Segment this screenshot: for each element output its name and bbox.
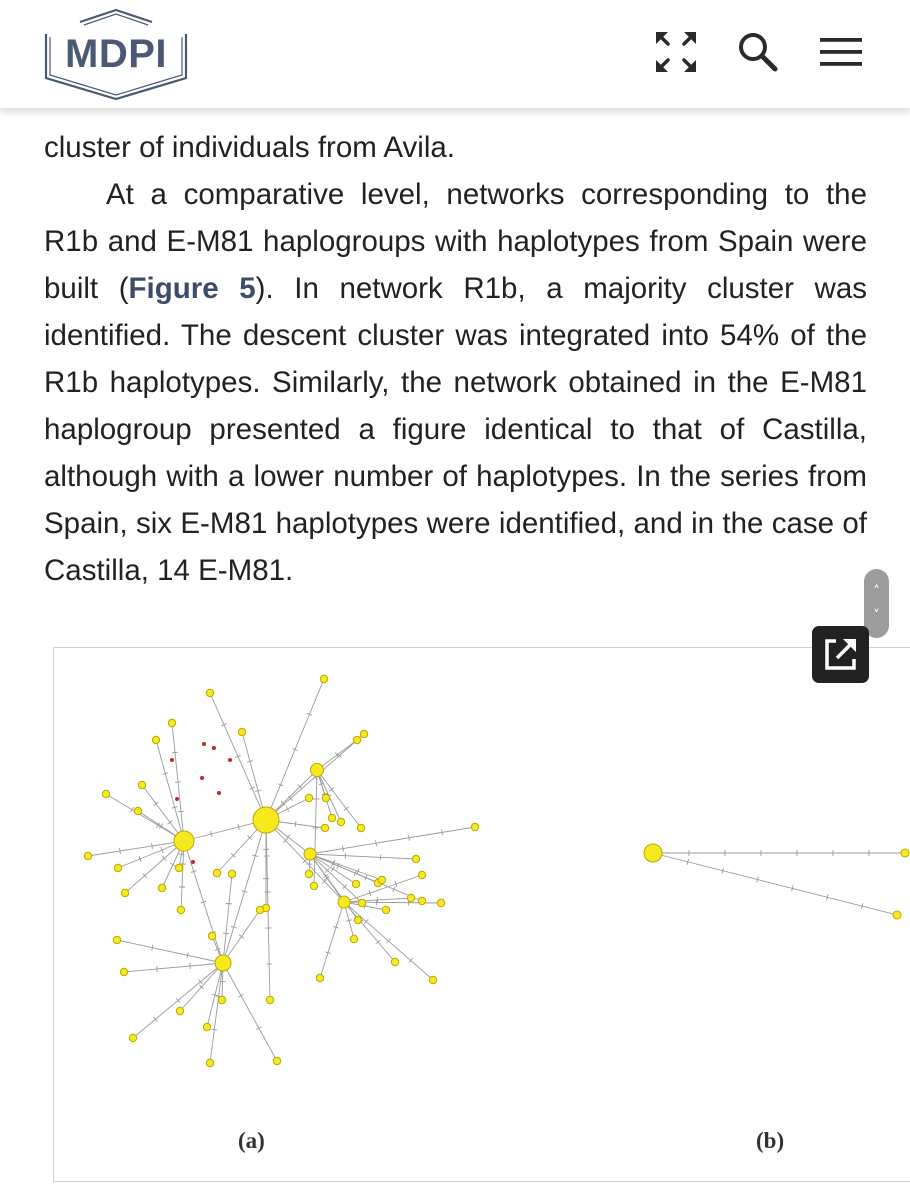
median-vector-node bbox=[200, 776, 204, 780]
haplotype-node bbox=[228, 870, 235, 877]
mutation-tick bbox=[187, 952, 188, 958]
haplotype-hub-node bbox=[644, 844, 662, 862]
mutation-tick bbox=[343, 846, 344, 852]
haplotype-node bbox=[134, 807, 141, 814]
haplotype-node bbox=[218, 996, 225, 1003]
paragraph-end: cluster of individuals from Avila. bbox=[44, 131, 455, 164]
paragraph-text-end: ). In network R1b, a majority cluster was identified. The descent cluster was integrated into 54% of the R1b haplotypes. Similarly, the network obtained in the E-M81 haplogroup presented a figure identical to that of Castilla, although with a lower number of haplotypes. In the series from Spain, six E-M81 haplotypes were identified, and in the case of Castilla, 14 E-M81. bbox=[44, 272, 868, 587]
haplotype-node bbox=[114, 864, 121, 871]
mutation-tick bbox=[409, 835, 410, 841]
figure-5[interactable] bbox=[53, 647, 910, 1182]
haplotype-node bbox=[102, 790, 109, 797]
network-edge bbox=[210, 963, 223, 1063]
mutation-tick bbox=[286, 835, 290, 840]
haplotype-node bbox=[350, 935, 357, 942]
mutation-tick bbox=[295, 821, 296, 827]
mutation-tick bbox=[376, 840, 377, 846]
mutation-tick bbox=[172, 752, 178, 753]
haplotype-node bbox=[120, 968, 127, 975]
mdpi-logo[interactable] bbox=[40, 6, 192, 102]
haplotype-node bbox=[328, 814, 335, 821]
network-edge bbox=[106, 794, 184, 841]
haplotype-node bbox=[273, 1057, 280, 1064]
network-edge bbox=[242, 732, 266, 820]
haplotype-node bbox=[353, 736, 360, 743]
mutation-tick bbox=[223, 933, 229, 934]
haplotype-node bbox=[158, 884, 165, 891]
haplotype-node bbox=[901, 849, 909, 857]
mutation-tick bbox=[239, 935, 244, 938]
network-edges bbox=[88, 679, 905, 1063]
network-edge bbox=[223, 963, 277, 1061]
network-edge bbox=[320, 902, 344, 978]
haplotype-node bbox=[305, 870, 312, 877]
mutation-tick bbox=[190, 963, 191, 969]
haplotype-network-figure bbox=[54, 648, 910, 1183]
haplotype-hub-node bbox=[253, 807, 279, 833]
open-external-icon bbox=[812, 626, 869, 683]
panel-a-label: (a) bbox=[238, 1128, 265, 1153]
haplotype-node bbox=[357, 824, 364, 831]
network-edge bbox=[310, 854, 382, 880]
haplotype-node bbox=[322, 794, 329, 801]
haplotype-node bbox=[391, 958, 398, 965]
haplotype-hub-node bbox=[338, 896, 350, 908]
mutation-tick bbox=[344, 807, 349, 811]
mutation-tick bbox=[178, 811, 184, 812]
paragraph-text-start: At a comparative level, networks corresponding to the R1b and E-M81 haplogroups with haplotypes from Spain were built ( bbox=[44, 178, 867, 305]
haplotype-node bbox=[203, 1023, 210, 1030]
median-vector-node bbox=[191, 860, 195, 864]
median-vector-node bbox=[170, 758, 174, 762]
network-edge bbox=[118, 841, 184, 868]
fullscreen-icon[interactable] bbox=[654, 30, 698, 74]
haplotype-node bbox=[256, 906, 263, 913]
network-edge bbox=[310, 854, 416, 859]
open-figure-button[interactable] bbox=[812, 626, 869, 683]
median-vector-node bbox=[212, 746, 216, 750]
haplotype-node bbox=[266, 996, 273, 1003]
mutation-tick bbox=[226, 903, 232, 904]
haplotype-node bbox=[352, 880, 359, 887]
haplotype-node bbox=[320, 675, 327, 682]
haplotype-node bbox=[168, 719, 175, 726]
network-edge bbox=[653, 853, 897, 915]
haplotype-node bbox=[418, 897, 425, 904]
haplotype-node bbox=[121, 889, 128, 896]
haplotype-node bbox=[378, 876, 385, 883]
logo-text: MDPI bbox=[65, 32, 167, 76]
mutation-tick bbox=[442, 829, 443, 835]
mutation-tick bbox=[154, 802, 159, 806]
median-vector-node bbox=[228, 758, 232, 762]
menu-icon[interactable] bbox=[820, 38, 862, 68]
haplotype-node bbox=[310, 882, 317, 889]
haplotype-node bbox=[208, 932, 215, 939]
mutation-tick bbox=[175, 782, 181, 783]
haplotype-node bbox=[437, 899, 444, 906]
search-icon[interactable] bbox=[737, 31, 779, 73]
mutation-tick bbox=[152, 843, 153, 849]
mutation-tick bbox=[168, 821, 173, 825]
mutation-tick bbox=[331, 866, 334, 871]
mutation-tick bbox=[238, 994, 243, 997]
haplotype-node bbox=[84, 852, 91, 859]
chevron-down-icon[interactable]: ˅ bbox=[873, 608, 880, 624]
haplotype-hub-node bbox=[311, 764, 324, 777]
panel-b-label: (b) bbox=[756, 1128, 785, 1153]
network-edge bbox=[310, 827, 475, 854]
network-edge bbox=[142, 785, 184, 841]
haplotype-node bbox=[152, 736, 159, 743]
haplotype-hub-node bbox=[304, 848, 316, 860]
mutation-tick bbox=[211, 1029, 217, 1030]
mutation-tick bbox=[335, 753, 339, 758]
haplotype-node bbox=[893, 911, 901, 919]
haplotype-node bbox=[213, 869, 220, 876]
haplotype-node bbox=[206, 689, 213, 696]
haplotype-hub-node bbox=[174, 831, 194, 851]
haplotype-node bbox=[138, 781, 145, 788]
haplotype-node bbox=[354, 916, 361, 923]
haplotype-node bbox=[113, 936, 120, 943]
median-vector-node bbox=[217, 791, 221, 795]
haplotype-node bbox=[429, 976, 436, 983]
haplotype-node bbox=[360, 730, 367, 737]
haplotype-node bbox=[175, 864, 182, 871]
haplotype-node bbox=[418, 871, 425, 878]
mutation-tick bbox=[152, 945, 153, 951]
network-nodes bbox=[84, 675, 909, 1066]
haplotype-node bbox=[176, 1007, 183, 1014]
network-edge bbox=[124, 963, 223, 972]
haplotype-node bbox=[129, 1034, 136, 1041]
mutation-tick bbox=[130, 807, 133, 812]
network-edge bbox=[223, 874, 232, 963]
haplotype-node bbox=[407, 894, 414, 901]
haplotype-node bbox=[305, 794, 312, 801]
haplotype-node bbox=[321, 824, 328, 831]
article-body bbox=[44, 124, 867, 594]
paragraph-comparative bbox=[44, 171, 867, 594]
app-header bbox=[0, 0, 910, 108]
median-vector-node bbox=[175, 797, 179, 801]
haplotype-node bbox=[412, 855, 419, 862]
chevron-up-icon[interactable]: ˄ bbox=[873, 584, 880, 600]
mutation-tick bbox=[256, 1027, 261, 1030]
haplotype-node bbox=[471, 823, 478, 830]
median-vector-node bbox=[202, 742, 206, 746]
network-edge bbox=[117, 940, 223, 963]
haplotype-node bbox=[206, 1059, 213, 1066]
haplotype-node bbox=[337, 818, 344, 825]
mutation-tick bbox=[329, 788, 334, 792]
haplotype-hub-node bbox=[215, 955, 231, 971]
haplotype-node bbox=[316, 974, 323, 981]
haplotype-node bbox=[177, 906, 184, 913]
figure-5-link[interactable]: Figure 5 bbox=[128, 272, 256, 305]
haplotype-node bbox=[358, 899, 365, 906]
mutation-tick bbox=[157, 966, 158, 972]
mutation-tick bbox=[120, 848, 121, 854]
network-edge bbox=[310, 854, 362, 903]
haplotype-node bbox=[238, 728, 245, 735]
haplotype-node bbox=[382, 906, 389, 913]
